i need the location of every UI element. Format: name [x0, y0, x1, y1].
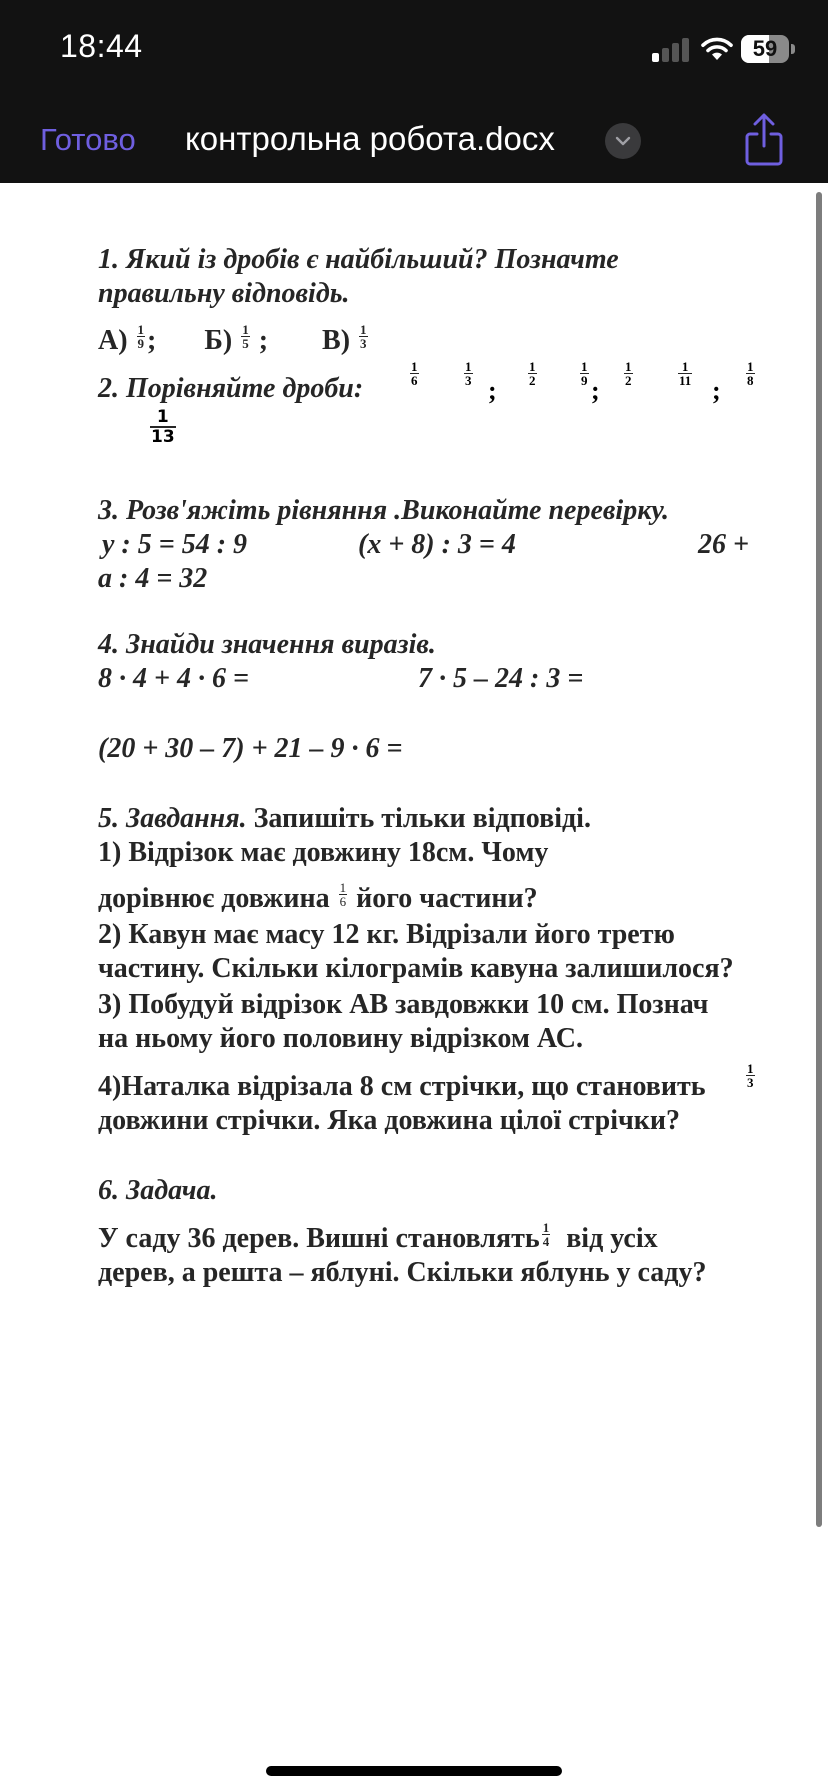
q1-option-c: [322, 322, 370, 356]
wifi-icon: [700, 36, 734, 62]
text-fragment: 2: [625, 373, 632, 388]
fraction: [678, 360, 692, 387]
text-fragment: 1: [137, 322, 145, 338]
top-bar: [0, 0, 828, 183]
fraction: [580, 360, 589, 387]
text-fragment: 9: [137, 336, 145, 352]
text-fragment: 9: [581, 373, 588, 388]
q1-option-b: [204, 322, 275, 356]
text-fragment: ;: [258, 325, 269, 356]
q5-task1-line2: [98, 882, 538, 916]
fraction: [359, 323, 368, 350]
text-fragment: 1: [625, 359, 632, 374]
text-fragment: 1: [581, 359, 588, 374]
q5-task4-line1: 4)Наталка відрізала 8 см стрічки, що становить: [98, 1071, 706, 1102]
fraction: [746, 360, 755, 387]
q4-expression-2: 7 · 5 – 24 : 3 =: [418, 663, 584, 694]
q3-title: 3. Розв'яжіть рівняння .Виконайте перевірку.: [98, 495, 670, 526]
q5-title: [98, 802, 591, 836]
fraction: [241, 323, 250, 350]
separator: ;: [591, 376, 600, 405]
battery-tip: [791, 44, 795, 54]
text-fragment: дорівнює довжина: [98, 883, 330, 914]
q1-option-a: [98, 322, 163, 356]
fraction: [339, 881, 348, 908]
q3-equation-3-part1: 26 +: [698, 529, 749, 560]
fraction: [746, 1062, 755, 1089]
text-fragment: 5. Завдання.: [98, 803, 247, 834]
q2-title: 2. Порівняйте дроби:: [98, 373, 364, 404]
q3-equation-1: y : 5 = 54 : 9: [102, 529, 248, 560]
q4-expression-3: (20 + 30 – 7) + 21 – 9 · 6 =: [98, 733, 403, 764]
text-fragment: 6: [339, 894, 347, 910]
text-fragment: А): [98, 325, 128, 356]
separator: ;: [488, 376, 497, 405]
text-fragment: 1: [681, 359, 689, 374]
text-fragment: 6: [411, 373, 418, 388]
q5-task1-line1: 1) Відрізок має довжину 18см. Чому: [98, 837, 549, 868]
fraction: [464, 360, 473, 387]
q1-title-line2: правильну відповідь.: [98, 278, 350, 309]
q4-expression-1: 8 · 4 + 4 · 6 =: [98, 663, 249, 694]
text-fragment: 1: [360, 322, 367, 338]
chevron-down-icon: [615, 136, 631, 146]
text-fragment: 3: [360, 336, 367, 352]
q5-task2-line2: частину. Скільки кілограмів кавуна залишилося?: [98, 953, 734, 984]
text-fragment: 11: [679, 373, 692, 388]
done-button[interactable]: Готово: [40, 122, 136, 157]
text-fragment: 4: [542, 1234, 550, 1250]
battery-percent: 59: [752, 36, 778, 61]
text-fragment: 8: [747, 373, 754, 388]
text-fragment: від усіх: [566, 1223, 658, 1254]
text-fragment: 1: [411, 359, 418, 374]
text-fragment: Б): [204, 325, 233, 356]
q3-equation-2: (x + 8) : 3 = 4: [358, 529, 516, 560]
vertical-scrollbar[interactable]: [816, 192, 822, 1527]
text-fragment: 2: [529, 373, 536, 388]
fraction: [150, 408, 176, 446]
text-fragment: 13: [151, 427, 175, 447]
q6-line2: дерев, а решта – яблуні. Скільки яблунь у саду?: [98, 1257, 707, 1288]
q3-equation-3-part2: a : 4 = 32: [98, 563, 208, 594]
text-fragment: 1: [529, 359, 536, 374]
q6-title: 6. Задача.: [98, 1175, 218, 1206]
fraction: [624, 360, 633, 387]
fraction: [542, 1221, 551, 1248]
text-fragment: 5: [242, 336, 249, 352]
text-fragment: Запишіть тільки відповіді.: [246, 803, 591, 834]
q5-task3-line2: на ньому його половину відрізком АС.: [98, 1023, 583, 1054]
text-fragment: ;: [147, 325, 157, 356]
q5-task3-line1: 3) Побудуй відрізок АВ завдовжки 10 см. Познач: [98, 989, 709, 1020]
q4-title: 4. Знайди значення виразів.: [98, 629, 436, 660]
fraction: [137, 323, 146, 350]
fraction: [410, 360, 419, 387]
text-fragment: 1: [465, 359, 472, 374]
text-fragment: 1: [339, 880, 347, 896]
document-title: контрольна робота.docx: [185, 120, 555, 157]
q5-task2-line1: 2) Кавун має масу 12 кг. Відрізали його третю: [98, 919, 675, 950]
text-fragment: У саду 36 дерев. Вишні становлять: [98, 1223, 540, 1254]
text-fragment: В): [322, 325, 351, 356]
text-fragment: 1: [747, 1061, 754, 1076]
separator: ;: [712, 376, 721, 405]
text-fragment: 1: [747, 359, 754, 374]
cellular-signal-icon: [652, 38, 690, 62]
text-fragment: 1: [242, 322, 249, 338]
q1-options: [98, 324, 370, 358]
title-menu-button[interactable]: [605, 123, 641, 159]
battery-icon: [741, 35, 789, 63]
q6-line1: [98, 1222, 658, 1256]
fraction: [528, 360, 537, 387]
text-fragment: його частини?: [356, 883, 538, 914]
status-time: 18:44: [60, 28, 143, 64]
text-fragment: 3: [465, 373, 472, 388]
text-fragment: 1: [542, 1220, 550, 1236]
text-fragment: 3: [747, 1075, 754, 1090]
home-indicator[interactable]: [266, 1766, 562, 1776]
text-fragment: 1: [156, 407, 169, 427]
q1-title-line1: 1. Який із дробів є найбільший? Позначте: [98, 244, 619, 275]
q5-task4-line2: довжини стрічки. Яка довжина цілої стрічки?: [98, 1105, 681, 1136]
share-icon[interactable]: [742, 112, 786, 168]
